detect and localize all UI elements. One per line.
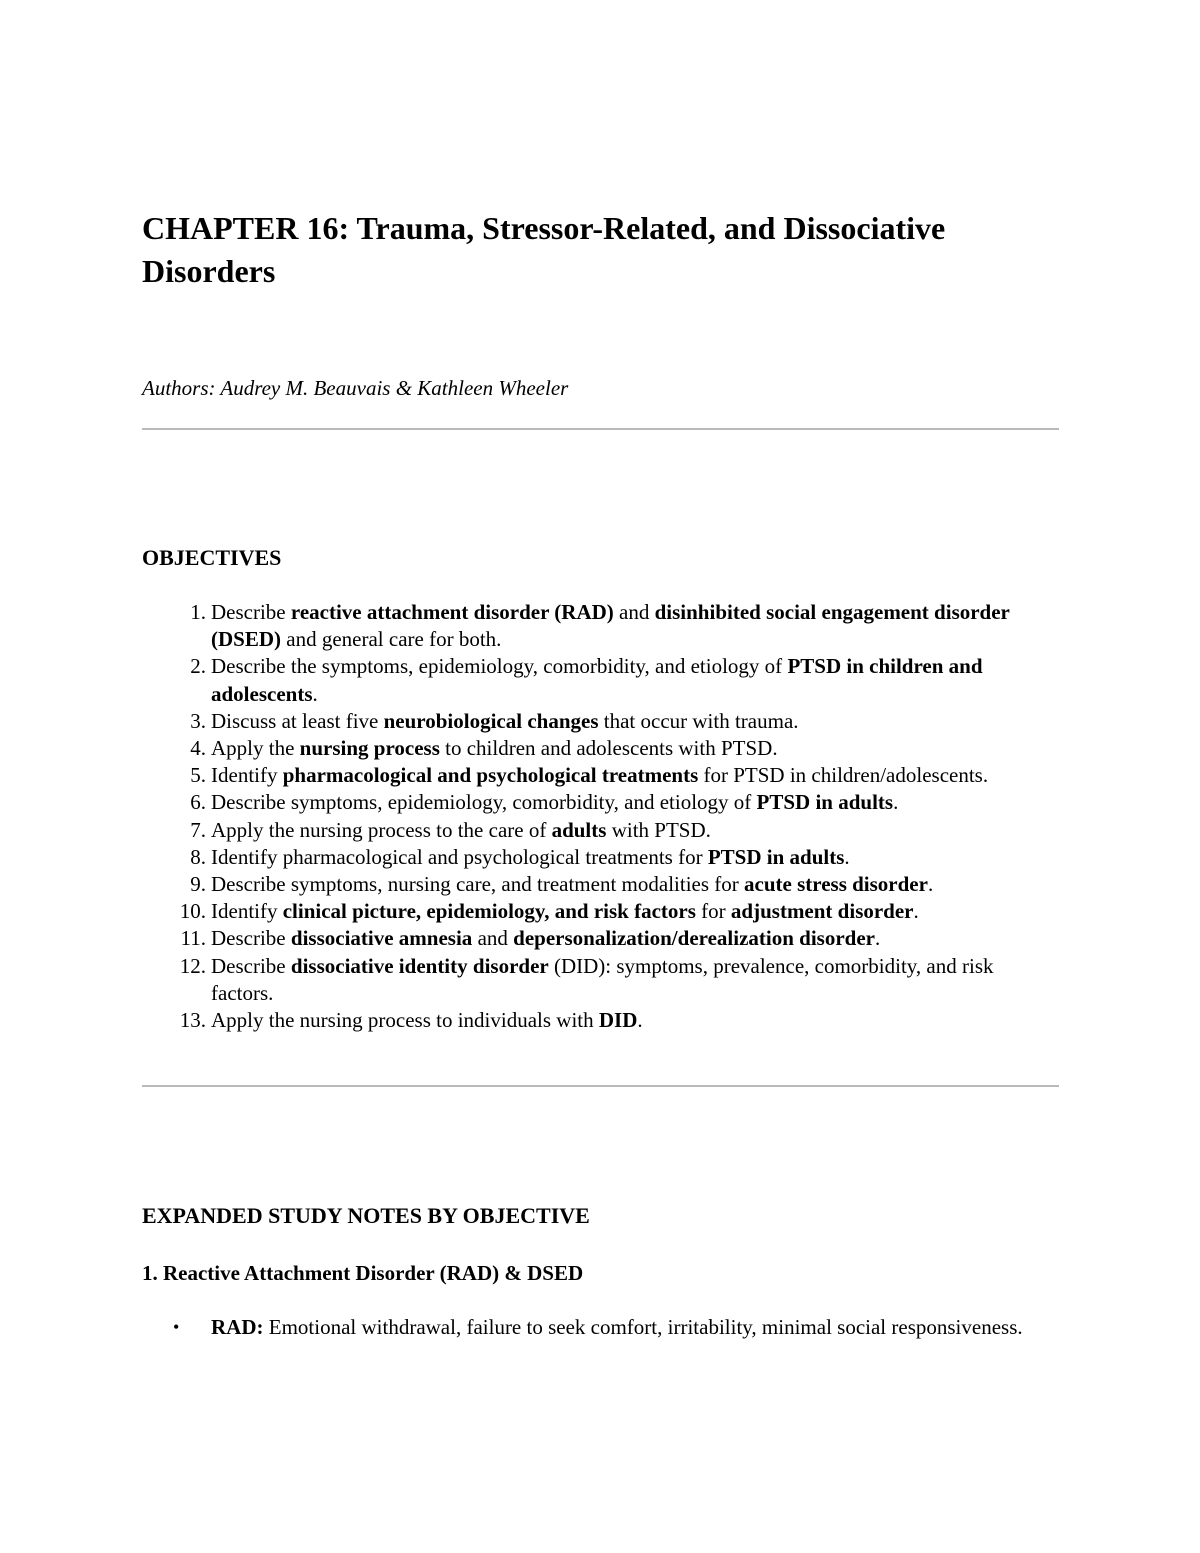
section-1-notes bbox=[142, 1314, 1059, 1341]
objective-number: 5. bbox=[190, 763, 206, 788]
text-run: and general care for both. bbox=[281, 627, 502, 652]
text-run: Describe bbox=[211, 926, 291, 951]
bold-term: adults bbox=[551, 817, 607, 842]
text-run: . bbox=[927, 872, 934, 897]
objective-item bbox=[142, 844, 1059, 871]
objective-number: 13. bbox=[179, 1008, 206, 1033]
objective-item bbox=[142, 599, 1059, 653]
bold-term: neurobiological changes bbox=[383, 708, 599, 733]
text-run: Describe symptoms, epidemiology, comorbidity, and etiology of bbox=[211, 790, 757, 815]
objective-item bbox=[142, 871, 1059, 898]
objective-number: 3. bbox=[190, 708, 206, 733]
bold-term: dissociative amnesia bbox=[290, 926, 473, 951]
chapter-title: CHAPTER 16: Trauma, Stressor-Related, and Dissociative Disorders bbox=[142, 210, 946, 289]
objective-number: 8. bbox=[190, 844, 206, 869]
divider bbox=[142, 1085, 1059, 1087]
text-run: Identify bbox=[211, 899, 283, 924]
bullet-icon: • bbox=[173, 1317, 180, 1337]
text-run: Emotional withdrawal, failure to seek comfort, irritability, minimal social responsiveness. bbox=[263, 1315, 1023, 1339]
divider bbox=[142, 428, 1059, 430]
bold-term: pharmacological and psychological treatments bbox=[282, 763, 699, 788]
text-run: Describe bbox=[211, 953, 291, 978]
objectives-heading: OBJECTIVES bbox=[142, 545, 282, 570]
expanded-notes-heading: EXPANDED STUDY NOTES BY OBJECTIVE bbox=[142, 1203, 590, 1228]
objective-item bbox=[142, 708, 1059, 735]
bold-term: acute stress disorder bbox=[744, 872, 928, 897]
text-run: for PTSD in children/adolescents. bbox=[698, 763, 989, 788]
text-run: Discuss at least five bbox=[211, 708, 384, 733]
objective-number: 4. bbox=[190, 736, 206, 761]
objective-number: 9. bbox=[190, 872, 206, 897]
text-run: Apply the nursing process to the care of bbox=[211, 817, 552, 842]
text-run: to children and adolescents with PTSD. bbox=[439, 736, 778, 761]
bold-term: disinhibited social engagement disorder (DSED) bbox=[211, 600, 1010, 652]
section-1-heading: 1. Reactive Attachment Disorder (RAD) & DSED bbox=[142, 1261, 584, 1285]
objective-item bbox=[142, 789, 1059, 816]
text-run: and bbox=[613, 600, 655, 624]
text-run: Identify pharmacological and psychological treatments for bbox=[211, 844, 708, 869]
bold-term: DID bbox=[598, 1008, 638, 1033]
bold-term: RAD: bbox=[211, 1315, 264, 1339]
authors-line: Authors: Audrey M. Beauvais & Kathleen Wheeler bbox=[142, 376, 569, 400]
objective-item bbox=[142, 953, 1059, 1007]
objective-number: 6. bbox=[190, 790, 206, 815]
text-run: (DID): symptoms, prevalence, comorbidity, and risk factors. bbox=[211, 953, 994, 1005]
text-run: Identify bbox=[211, 763, 283, 788]
objective-item bbox=[142, 735, 1059, 762]
objective-item bbox=[142, 817, 1059, 844]
text-run: Apply the bbox=[211, 736, 300, 761]
text-run: Describe bbox=[211, 600, 291, 624]
bold-term: PTSD in children and adolescents bbox=[211, 654, 983, 706]
objective-number: 10. bbox=[179, 899, 206, 924]
text-run: . bbox=[874, 926, 881, 951]
objective-item bbox=[142, 653, 1059, 707]
bold-term: adjustment disorder bbox=[730, 899, 914, 924]
text-run: . bbox=[893, 790, 899, 815]
objective-number: 7. bbox=[190, 817, 206, 842]
objective-number: 1. bbox=[190, 600, 206, 624]
text-run: with PTSD. bbox=[606, 817, 711, 842]
objective-item bbox=[142, 1007, 1059, 1034]
bold-term: reactive attachment disorder (RAD) bbox=[290, 600, 614, 624]
bold-term: PTSD in adults bbox=[707, 844, 845, 869]
text-run: and bbox=[472, 926, 514, 951]
objective-number: 2. bbox=[190, 654, 206, 679]
objective-item bbox=[142, 925, 1059, 952]
text-run: . bbox=[844, 844, 850, 869]
text-run: that occur with trauma. bbox=[598, 708, 799, 733]
objective-item bbox=[142, 898, 1059, 925]
text-run: . bbox=[913, 899, 919, 924]
objectives-list bbox=[142, 599, 1059, 1034]
text-run: . bbox=[312, 681, 318, 706]
bold-term: clinical picture, epidemiology, and risk factors bbox=[282, 899, 696, 924]
bold-term: dissociative identity disorder bbox=[290, 953, 549, 978]
text-run: . bbox=[637, 1008, 643, 1033]
text-run: Apply the nursing process to individuals with bbox=[211, 1008, 599, 1033]
objective-number: 11. bbox=[180, 926, 206, 951]
note-bullet-item bbox=[142, 1314, 1059, 1341]
bold-term: depersonalization/derealization disorder bbox=[513, 926, 875, 951]
objective-number: 12. bbox=[179, 953, 206, 978]
bold-term: PTSD in adults bbox=[756, 790, 894, 815]
bold-term: nursing process bbox=[299, 736, 440, 761]
text-run: Describe the symptoms, epidemiology, comorbidity, and etiology of bbox=[211, 654, 788, 679]
objective-item bbox=[142, 762, 1059, 789]
text-run: for bbox=[695, 899, 731, 924]
text-run: Describe symptoms, nursing care, and treatment modalities for bbox=[211, 872, 745, 897]
